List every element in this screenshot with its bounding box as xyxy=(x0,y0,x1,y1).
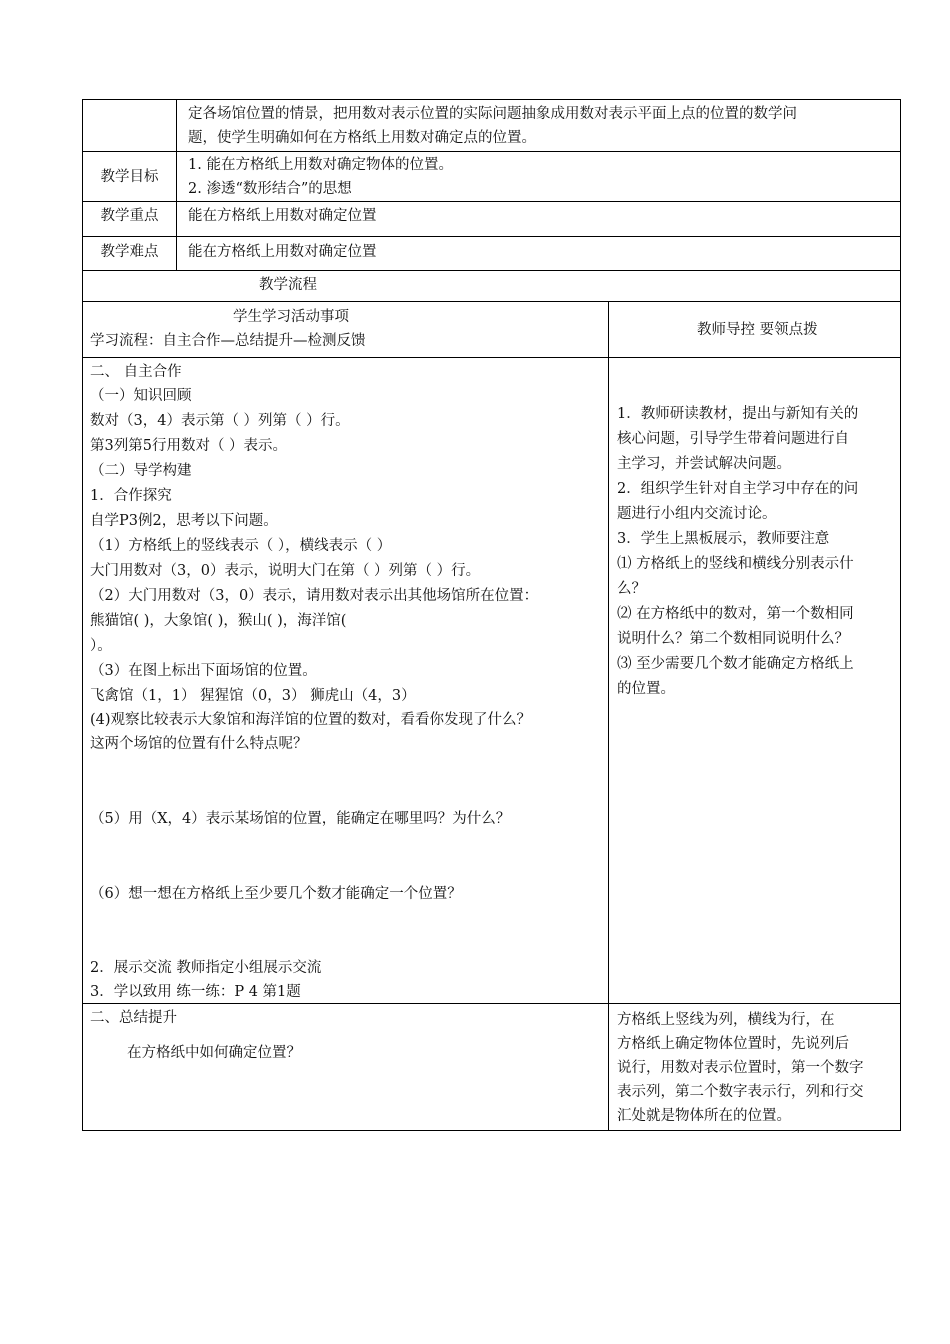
goal-item-2: 2. 渗透“数形结合”的思想 xyxy=(188,181,352,197)
intro-line-1: 定各场馆位置的情景，把用数对表示位置的实际问题抽象成用数对表示平面上点的位置的数学问 xyxy=(188,106,797,122)
goal-item-1: 1. 能在方格纸上用数对确定物体的位置。 xyxy=(188,157,453,173)
goals-label: 教学目标 xyxy=(100,169,159,185)
summary-answer-line: 说行，用数对表示位置时，第一个数字 xyxy=(617,1060,864,1076)
student-line: 大门用数对（3，0）表示，说明大门在第（ ）列第（ ）行。 xyxy=(90,563,481,579)
teacher-line: ⑶ 至少需要几个数才能确定方格纸上 xyxy=(617,656,854,672)
student-line: (4)观察比较表示大象馆和海洋馆的位置的数对，看看你发现了什么？ xyxy=(90,712,532,728)
summary-row xyxy=(82,1003,901,1131)
header-row xyxy=(82,301,901,357)
teacher-line: ⑵ 在方格纸中的数对，第一个数相同 xyxy=(617,606,854,622)
key-point-row xyxy=(82,201,901,236)
student-line: 这两个场馆的位置有什么特点呢？ xyxy=(90,736,308,752)
student-line: 二、 自主合作 xyxy=(90,364,182,380)
student-line: 飞禽馆（1，1） 猩猩馆（0，3） 狮虎山（4，3） xyxy=(90,688,416,704)
key-point-text: 能在方格纸上用数对确定位置 xyxy=(188,208,377,224)
teacher-line: 3．学生上黑板展示，教师要注意 xyxy=(617,531,830,547)
teacher-line: 的位置。 xyxy=(617,681,675,697)
teacher-line: 核心问题，引导学生带着问题进行自 xyxy=(617,431,849,447)
teacher-line: 1．教师研读教材，提出与新知有关的 xyxy=(617,406,859,422)
student-line: 1．合作探究 xyxy=(90,488,172,504)
student-line: （5）用（X，4）表示某场馆的位置，能确定在哪里吗？为什么？ xyxy=(90,811,511,827)
student-line: 熊猫馆( )，大象馆( )，猴山( )，海洋馆( xyxy=(90,613,347,629)
student-line: （3）在图上标出下面场馆的位置。 xyxy=(90,663,317,679)
summary-answer-line: 汇处就是物体所在的位置。 xyxy=(617,1108,791,1124)
student-line: 3．学以致用 练一练：P 4 第1题 xyxy=(90,984,301,1000)
difficult-point-label: 教学难点 xyxy=(100,244,159,260)
student-line: 自学P3例2，思考以下问题。 xyxy=(90,513,278,529)
summary-question: 在方格纸中如何确定位置？ xyxy=(127,1045,301,1061)
teacher-line: 题进行小组内交流讨论。 xyxy=(617,506,777,522)
student-line: 第3列第5行用数对（ ）表示。 xyxy=(90,438,288,454)
student-line: （6）想一想在方格纸上至少要几个数才能确定一个位置？ xyxy=(90,886,462,902)
student-line: （1）方格纸上的竖线表示（ ），横线表示（ ） xyxy=(90,538,392,554)
goals-row xyxy=(82,151,901,201)
key-point-label: 教学重点 xyxy=(100,208,159,224)
student-line: 2．展示交流 教师指定小组展示交流 xyxy=(90,960,322,976)
teacher-line: 主学习，并尝试解决问题。 xyxy=(617,456,791,472)
summary-answer-line: 方格纸上竖线为列，横线为行，在 xyxy=(617,1012,835,1028)
summary-answer-line: 方格纸上确定物体位置时，先说列后 xyxy=(617,1036,849,1052)
summary-answer-line: 表示列，第二个数字表示行，列和行交 xyxy=(617,1084,864,1100)
intro-row xyxy=(82,99,901,151)
difficult-point-row xyxy=(82,236,901,270)
teacher-guide-title: 教师导控 要领点拨 xyxy=(697,322,818,338)
student-line: （二）导学构建 xyxy=(90,463,192,479)
student-activity-title: 学生学习活动事项 xyxy=(233,309,349,325)
teacher-line: 么？ xyxy=(617,581,646,597)
teacher-line: 说明什么？第二个数相同说明什么？ xyxy=(617,631,849,647)
table-bottom-border xyxy=(82,1130,901,1131)
student-line: 数对（3，4）表示第（ ）列第（ ）行。 xyxy=(90,413,350,429)
teacher-line: 2．组织学生针对自主学习中存在的问 xyxy=(617,481,859,497)
teacher-line: ⑴ 方格纸上的竖线和横线分别表示什 xyxy=(617,556,854,572)
student-flow-text: 学习流程：自主合作—总结提升—检测反馈 xyxy=(90,333,366,349)
flow-title: 教学流程 xyxy=(259,277,317,293)
lesson-plan-table xyxy=(82,99,901,1131)
main-content-row xyxy=(82,357,901,1003)
flow-title-row xyxy=(82,270,901,301)
summary-title: 二、总结提升 xyxy=(90,1010,177,1026)
difficult-point-text: 能在方格纸上用数对确定位置 xyxy=(188,244,377,260)
student-line: （一）知识回顾 xyxy=(90,388,192,404)
intro-line-2: 题，使学生明确如何在方格纸上用数对确定点的位置。 xyxy=(188,130,536,146)
student-line: ）。 xyxy=(90,638,112,654)
student-line: （2）大门用数对（3，0）表示，请用数对表示出其他场馆所在位置： xyxy=(90,588,539,604)
